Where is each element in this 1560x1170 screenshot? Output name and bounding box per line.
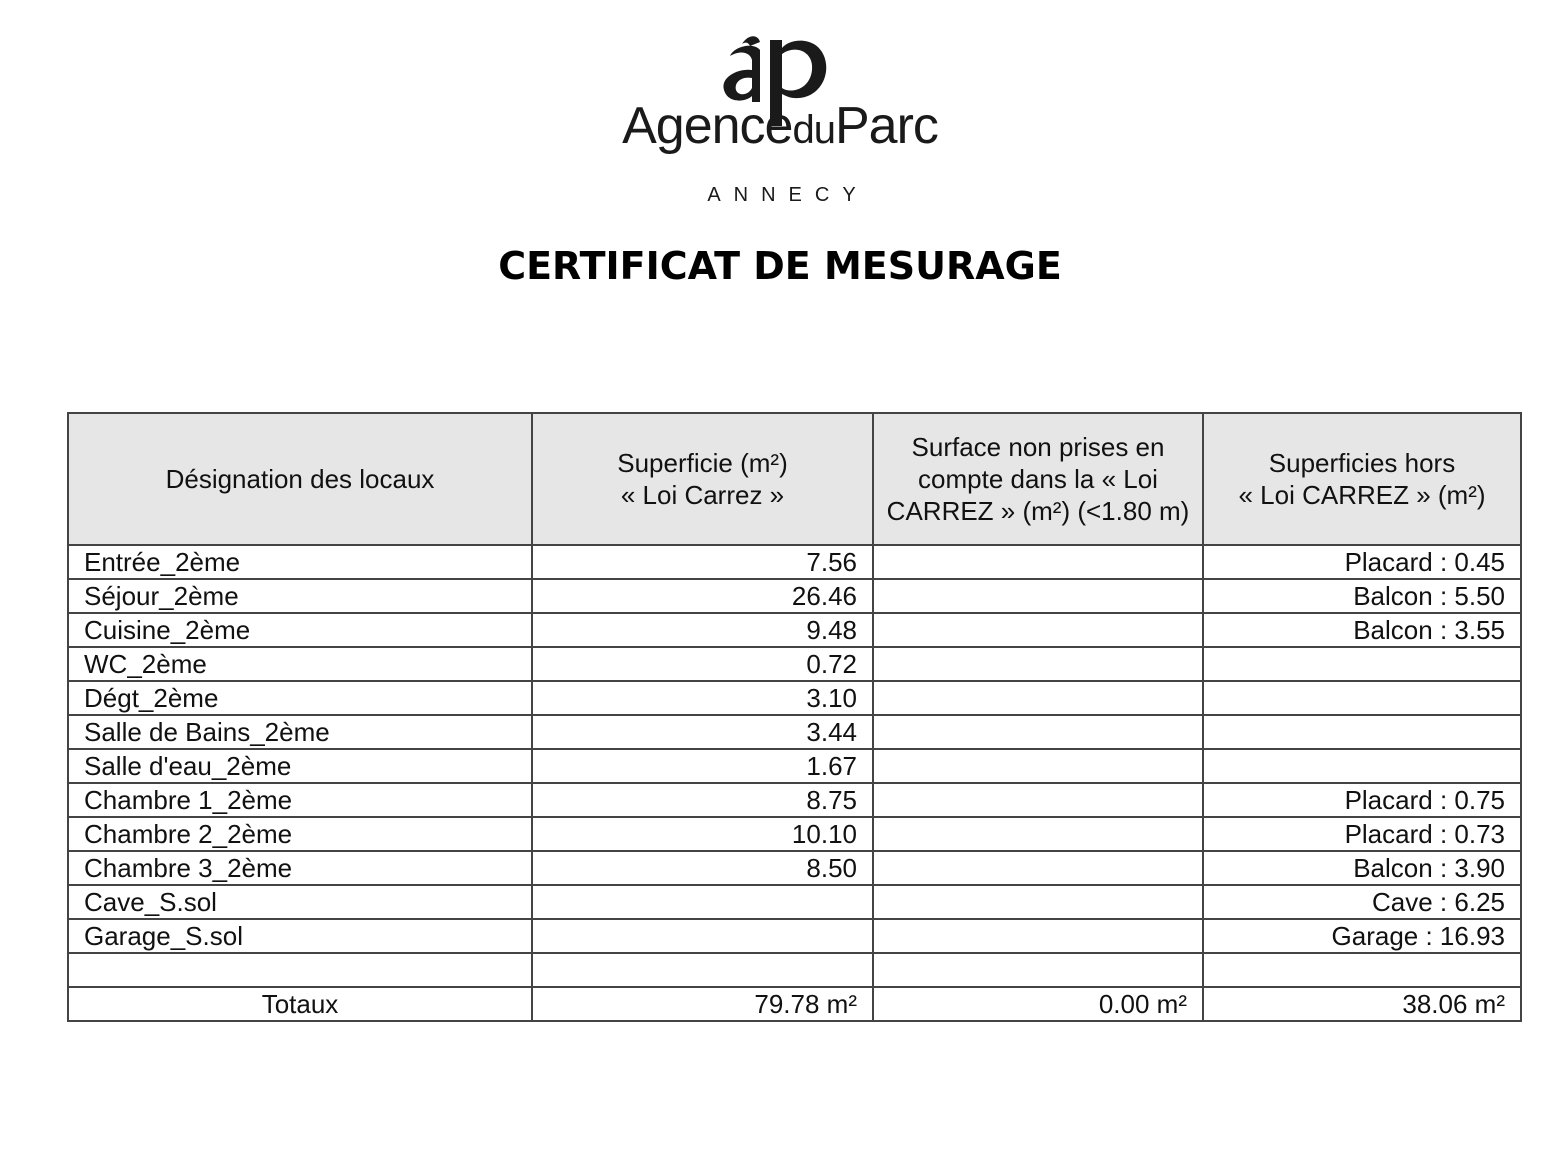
cell-superficie-carrez: 1.67 bbox=[532, 749, 873, 783]
header-superficie-carrez: Superficie (m²) « Loi Carrez » bbox=[532, 413, 873, 545]
cell-designation: Dégt_2ème bbox=[68, 681, 532, 715]
cell-superficies-hors bbox=[1203, 953, 1521, 987]
totals-label: Totaux bbox=[68, 987, 532, 1021]
header-surface-non-prises: Surface non prises en compte dans la « Loi CARREZ » (m²) (<1.80 m) bbox=[873, 413, 1203, 545]
agency-name bbox=[0, 96, 1560, 160]
table-row bbox=[68, 647, 1521, 681]
table-header-row bbox=[68, 413, 1521, 545]
cell-superficie-carrez: 10.10 bbox=[532, 817, 873, 851]
cell-designation: Chambre 1_2ème bbox=[68, 783, 532, 817]
table-row bbox=[68, 817, 1521, 851]
header-designation: Désignation des locaux bbox=[68, 413, 532, 545]
cell-surface-non-prises bbox=[873, 953, 1203, 987]
cell-surface-non-prises bbox=[873, 783, 1203, 817]
cell-designation: Salle d'eau_2ème bbox=[68, 749, 532, 783]
table-row bbox=[68, 783, 1521, 817]
measurement-table bbox=[67, 412, 1522, 1022]
total-superficies-hors: 38.06 m² bbox=[1203, 987, 1521, 1021]
cell-superficies-hors: Balcon : 5.50 bbox=[1203, 579, 1521, 613]
cell-designation: Chambre 2_2ème bbox=[68, 817, 532, 851]
cell-designation: Cave_S.sol bbox=[68, 885, 532, 919]
cell-designation: Cuisine_2ème bbox=[68, 613, 532, 647]
cell-superficie-carrez: 9.48 bbox=[532, 613, 873, 647]
cell-superficies-hors: Placard : 0.45 bbox=[1203, 545, 1521, 579]
cell-superficie-carrez: 0.72 bbox=[532, 647, 873, 681]
table-row bbox=[68, 749, 1521, 783]
agency-city: ANNECY bbox=[707, 184, 869, 206]
cell-superficies-hors: Balcon : 3.55 bbox=[1203, 613, 1521, 647]
table-row bbox=[68, 953, 1521, 987]
table-row bbox=[68, 613, 1521, 647]
cell-superficies-hors bbox=[1203, 749, 1521, 783]
agency-name-parc: Parc bbox=[834, 97, 938, 155]
total-surface-non-prises: 0.00 m² bbox=[873, 987, 1203, 1021]
cell-designation: Chambre 3_2ème bbox=[68, 851, 532, 885]
table-row bbox=[68, 681, 1521, 715]
cell-superficie-carrez bbox=[532, 885, 873, 919]
table-row bbox=[68, 579, 1521, 613]
cell-surface-non-prises bbox=[873, 919, 1203, 953]
table-row bbox=[68, 919, 1521, 953]
table-row bbox=[68, 545, 1521, 579]
cell-surface-non-prises bbox=[873, 613, 1203, 647]
cell-superficies-hors bbox=[1203, 647, 1521, 681]
table-row bbox=[68, 851, 1521, 885]
cell-superficie-carrez: 3.10 bbox=[532, 681, 873, 715]
cell-surface-non-prises bbox=[873, 715, 1203, 749]
cell-superficie-carrez: 3.44 bbox=[532, 715, 873, 749]
cell-surface-non-prises bbox=[873, 579, 1203, 613]
totals-row bbox=[68, 987, 1521, 1021]
table-row bbox=[68, 885, 1521, 919]
cell-superficie-carrez: 8.50 bbox=[532, 851, 873, 885]
cell-superficie-carrez bbox=[532, 953, 873, 987]
cell-surface-non-prises bbox=[873, 817, 1203, 851]
cell-surface-non-prises bbox=[873, 851, 1203, 885]
cell-designation bbox=[68, 953, 532, 987]
cell-surface-non-prises bbox=[873, 885, 1203, 919]
table-body bbox=[68, 545, 1521, 1021]
cell-superficies-hors: Balcon : 3.90 bbox=[1203, 851, 1521, 885]
page-title: CERTIFICAT DE MESURAGE bbox=[498, 244, 1062, 288]
cell-superficies-hors bbox=[1203, 715, 1521, 749]
cell-superficie-carrez: 8.75 bbox=[532, 783, 873, 817]
table-row bbox=[68, 715, 1521, 749]
cell-surface-non-prises bbox=[873, 749, 1203, 783]
cell-designation: Garage_S.sol bbox=[68, 919, 532, 953]
cell-surface-non-prises bbox=[873, 681, 1203, 715]
cell-designation: Entrée_2ème bbox=[68, 545, 532, 579]
cell-superficie-carrez bbox=[532, 919, 873, 953]
cell-superficies-hors: Cave : 6.25 bbox=[1203, 885, 1521, 919]
cell-designation: Séjour_2ème bbox=[68, 579, 532, 613]
agency-name-du: du bbox=[792, 108, 835, 152]
cell-superficies-hors: Placard : 0.75 bbox=[1203, 783, 1521, 817]
cell-superficie-carrez: 26.46 bbox=[532, 579, 873, 613]
agency-name-main: Agence bbox=[622, 97, 793, 155]
cell-designation: Salle de Bains_2ème bbox=[68, 715, 532, 749]
cell-superficies-hors bbox=[1203, 681, 1521, 715]
total-superficie-carrez: 79.78 m² bbox=[532, 987, 873, 1021]
cell-surface-non-prises bbox=[873, 647, 1203, 681]
cell-designation: WC_2ème bbox=[68, 647, 532, 681]
cell-superficie-carrez: 7.56 bbox=[532, 545, 873, 579]
cell-superficies-hors: Garage : 16.93 bbox=[1203, 919, 1521, 953]
header-superficies-hors: Superficies hors « Loi CARREZ » (m²) bbox=[1203, 413, 1521, 545]
cell-surface-non-prises bbox=[873, 545, 1203, 579]
cell-superficies-hors: Placard : 0.73 bbox=[1203, 817, 1521, 851]
